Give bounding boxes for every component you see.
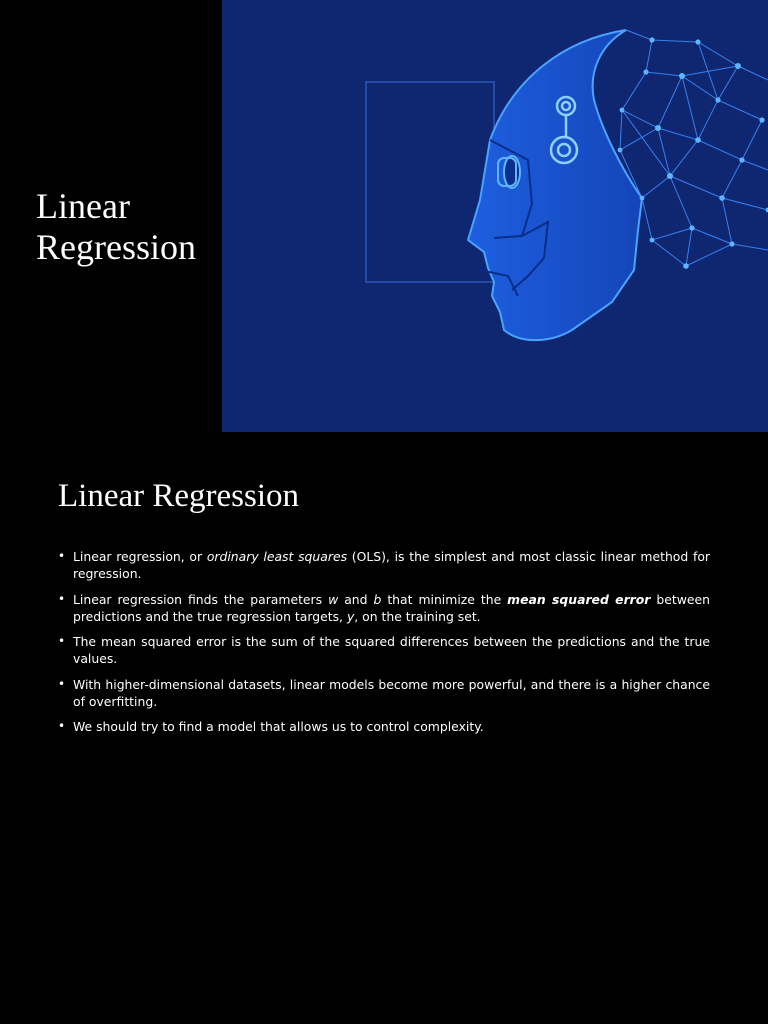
- title-line-1: Linear: [36, 186, 130, 226]
- bullet-emphasis: w: [328, 591, 339, 607]
- bullet-text: Linear regression finds the parameters: [73, 591, 329, 607]
- bullet-text: Linear regression, or: [73, 549, 207, 564]
- bullet-item: [58, 548, 710, 582]
- bullet-text: The mean squared error is the sum of the squared differences between the predictions and the true values.: [73, 634, 710, 666]
- head-silhouette: [468, 30, 642, 340]
- ai-head-network-icon: [222, 0, 768, 432]
- ai-head-illustration: [222, 0, 768, 432]
- bullet-strong-emphasis: mean squared error: [507, 591, 651, 607]
- bullet-text: (OLS), is the simplest and most classic linear method for regression.: [73, 549, 710, 581]
- title-line-2: Regression: [36, 227, 196, 267]
- bullet-item: [58, 633, 710, 667]
- bullet-emphasis: y: [346, 608, 355, 624]
- frame-outline: [366, 82, 494, 282]
- bullet-emphasis: ordinary least squares: [206, 549, 348, 564]
- bullet-text: and: [338, 591, 374, 607]
- bullet-text: that minimize the: [381, 591, 508, 607]
- bullet-text: between predictions and the true regression targets,: [73, 591, 710, 624]
- bullet-text: With higher-dimensional datasets, linear models become more powerful, and there is a higher chance of overfitting.: [73, 676, 710, 709]
- bullet-emphasis: b: [373, 591, 382, 607]
- bullet-text: , on the training set.: [354, 608, 481, 624]
- bullet-item: [58, 676, 710, 710]
- neural-network: [620, 30, 768, 266]
- bullet-list: [58, 548, 710, 744]
- bullet-item: [58, 591, 710, 625]
- content-slide: [0, 432, 768, 1024]
- slide-title: [36, 186, 226, 268]
- title-slide: [0, 0, 768, 432]
- bullet-item: [58, 718, 710, 735]
- slide-heading: Linear Regression: [58, 478, 300, 514]
- bullet-text: We should try to find a model that allows us to control complexity.: [73, 719, 484, 734]
